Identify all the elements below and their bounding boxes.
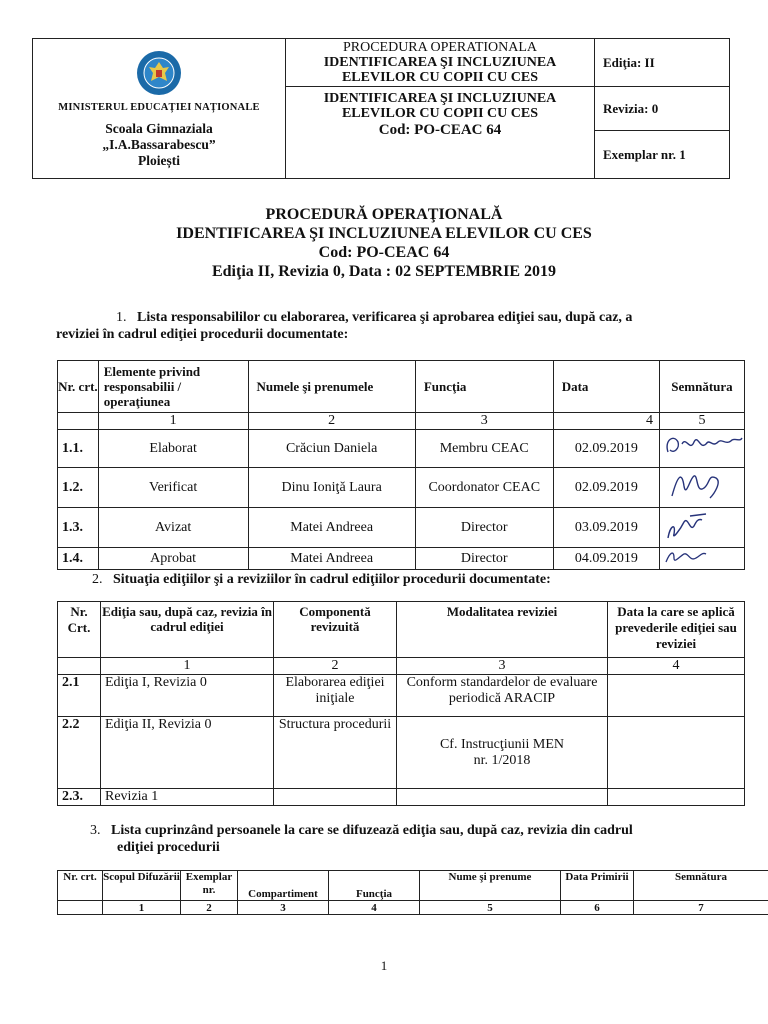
index-cell: 5 <box>660 413 745 430</box>
section2-heading <box>92 571 732 588</box>
section1-heading-line1: Lista responsabililor cu elaborarea, verificarea şi aprobarea ediţiei sau, după caz, a <box>137 310 633 325</box>
col-componenta: Componentă revizuită <box>274 602 397 658</box>
signature-icon <box>660 548 744 564</box>
page-number: 1 <box>380 958 388 973</box>
row-function: Director <box>415 508 553 548</box>
col-semnatura: Semnătura <box>660 361 745 413</box>
procedure-code: Cod: PO-CEAC 64 <box>378 122 502 138</box>
row-date <box>608 789 745 806</box>
index-cell: 3 <box>415 413 553 430</box>
table-row <box>58 508 745 548</box>
row-component: Structura procedurii <box>274 717 397 789</box>
row-nr: 2.1 <box>58 675 101 717</box>
index-cell: 4 <box>553 413 659 430</box>
editions-table <box>57 601 745 806</box>
row-name: Matei Andreea <box>248 508 415 548</box>
procedure-title-cell <box>286 39 595 87</box>
title-line2: IDENTIFICAREA ŞI INCLUZIUNEA ELEVILOR CU CES <box>176 225 592 242</box>
school-name-line2: „I.A.Bassarabescu” <box>102 137 216 152</box>
signature-icon <box>660 508 744 542</box>
ministry-name: MINISTERUL EDUCAȚIEI NAȚIONALE <box>58 102 260 113</box>
index-cell-empty <box>58 413 99 430</box>
section1-heading-line2: reviziei în cadrul ediţiei procedurii documentate: <box>56 327 349 342</box>
government-seal-icon <box>136 50 182 96</box>
row-function: Director <box>415 548 553 570</box>
row-date: 02.09.2019 <box>553 468 659 508</box>
table-row <box>58 468 745 508</box>
col-compartiment: Compartiment <box>238 871 329 901</box>
signature-cell <box>660 430 745 468</box>
index-cell: 7 <box>634 901 768 915</box>
col-elemente: Elemente privind responsabilii / operaţiunea <box>98 361 248 413</box>
row-operation: Avizat <box>98 508 248 548</box>
institution-cell <box>33 39 286 179</box>
index-cell: 2 <box>274 658 397 675</box>
col-nr: Nr. crt. <box>58 871 103 901</box>
section3-heading-line2: ediţiei procedurii <box>117 840 220 855</box>
row-edition: Ediţia II, Revizia 0 <box>101 717 274 789</box>
row-date: 04.09.2019 <box>553 548 659 570</box>
procedure-code-cell <box>286 87 595 179</box>
section1-heading <box>56 309 736 343</box>
table-row <box>58 430 745 468</box>
section3-heading <box>90 822 750 856</box>
row-component <box>274 789 397 806</box>
index-cell: 6 <box>561 901 634 915</box>
procedure-label: PROCEDURA OPERATIONALA <box>342 40 538 55</box>
row-name: Dinu Ioniţă Laura <box>248 468 415 508</box>
signature-cell <box>660 548 745 570</box>
section2-number: 2. <box>92 572 103 587</box>
title-line4: Ediţia II, Revizia 0, Data : 02 SEPTEMBRIE 2019 <box>211 263 556 280</box>
index-cell: 3 <box>397 658 608 675</box>
col-semnatura: Semnătura <box>634 871 768 901</box>
row-method <box>397 789 608 806</box>
row-name: Crăciun Daniela <box>248 430 415 468</box>
signature-icon <box>660 468 744 502</box>
section2-heading-text: Situaţia ediţiilor şi a reviziilor în cadrul ediţiilor procedurii documentate: <box>113 572 551 587</box>
procedure-name-line1: IDENTIFICAREA ŞI INCLUZIUNEA <box>323 55 557 70</box>
row-nr: 1.4. <box>58 548 99 570</box>
index-cell: 2 <box>181 901 238 915</box>
signature-icon <box>660 430 744 462</box>
school-name-line1: Scoala Gimnaziala <box>105 121 213 136</box>
row-date <box>608 717 745 789</box>
index-cell-empty <box>58 658 101 675</box>
col-data: Data <box>553 361 659 413</box>
col-data-primirii: Data Primirii <box>561 871 634 901</box>
document-title <box>0 205 768 281</box>
index-cell: 1 <box>103 901 181 915</box>
col-nume: Nume şi prenume <box>420 871 561 901</box>
row-edition: Ediţia I, Revizia 0 <box>101 675 274 717</box>
table-row <box>58 789 745 806</box>
row-nr: 2.2 <box>58 717 101 789</box>
row-component: Elaborarea ediţiei iniţiale <box>274 675 397 717</box>
col-functia: Funcţia <box>329 871 420 901</box>
row-date <box>608 675 745 717</box>
section3-number: 3. <box>90 823 101 838</box>
col-editia: Ediţia sau, după caz, revizia în cadrul ediţiei <box>101 602 274 658</box>
table-row <box>58 548 745 570</box>
index-cell: 5 <box>420 901 561 915</box>
row-operation: Verificat <box>98 468 248 508</box>
title-line1: PROCEDURĂ OPERAŢIONALĂ <box>265 206 503 223</box>
table-row <box>58 717 745 789</box>
row-nr: 1.1. <box>58 430 99 468</box>
index-cell: 3 <box>238 901 329 915</box>
col-functia: Funcţia <box>415 361 553 413</box>
procedure-name-repeat-line1: IDENTIFICAREA ŞI INCLUZIUNEA <box>323 91 557 106</box>
row-nr: 1.2. <box>58 468 99 508</box>
school-city: Ploiești <box>138 153 180 168</box>
col-nume: Numele şi prenumele <box>248 361 415 413</box>
copy-number-cell: Exemplar nr. 1 <box>595 131 730 179</box>
row-nr: 2.3. <box>58 789 101 806</box>
row-function: Membru CEAC <box>415 430 553 468</box>
section1-number: 1. <box>116 310 127 325</box>
signature-cell <box>660 468 745 508</box>
document-header <box>32 38 730 179</box>
col-scopul: Scopul Difuzării <box>103 871 181 901</box>
responsibles-table <box>57 360 745 570</box>
col-nr: Nr. crt. <box>58 361 99 413</box>
row-function: Coordonator CEAC <box>415 468 553 508</box>
edition-cell: Ediţia: II <box>595 39 730 87</box>
index-cell: 2 <box>248 413 415 430</box>
col-data-aplicare: Data la care se aplică prevederile ediţiei sau reviziei <box>608 602 745 658</box>
row-nr: 1.3. <box>58 508 99 548</box>
index-cell: 4 <box>608 658 745 675</box>
row-operation: Elaborat <box>98 430 248 468</box>
index-cell: 4 <box>329 901 420 915</box>
section3-heading-line1: Lista cuprinzând persoanele la care se difuzează ediţia sau, după caz, revizia din cadrul <box>111 823 633 838</box>
signature-cell <box>660 508 745 548</box>
distribution-table <box>57 870 768 915</box>
table-row <box>58 675 745 717</box>
procedure-name-line2: ELEVILOR CU COPII CU CES <box>341 70 539 85</box>
index-cell-empty <box>58 901 103 915</box>
index-cell: 1 <box>101 658 274 675</box>
row-edition: Revizia 1 <box>101 789 274 806</box>
row-operation: Aprobat <box>98 548 248 570</box>
row-date: 02.09.2019 <box>553 430 659 468</box>
title-line3: Cod: PO-CEAC 64 <box>318 244 450 261</box>
revision-cell: Revizia: 0 <box>595 87 730 131</box>
col-modalitatea: Modalitatea reviziei <box>397 602 608 658</box>
row-method: Conform standardelor de evaluare periodică ARACIP <box>397 675 608 717</box>
col-exemplar: Exemplar nr. <box>181 871 238 901</box>
row-name: Matei Andreea <box>248 548 415 570</box>
col-nr: Nr. Crt. <box>58 602 101 658</box>
index-cell: 1 <box>98 413 248 430</box>
procedure-name-repeat-line2: ELEVILOR CU COPII CU CES <box>341 106 539 121</box>
row-method: Cf. Instrucţiunii MEN nr. 1/2018 <box>397 717 608 789</box>
row-date: 03.09.2019 <box>553 508 659 548</box>
